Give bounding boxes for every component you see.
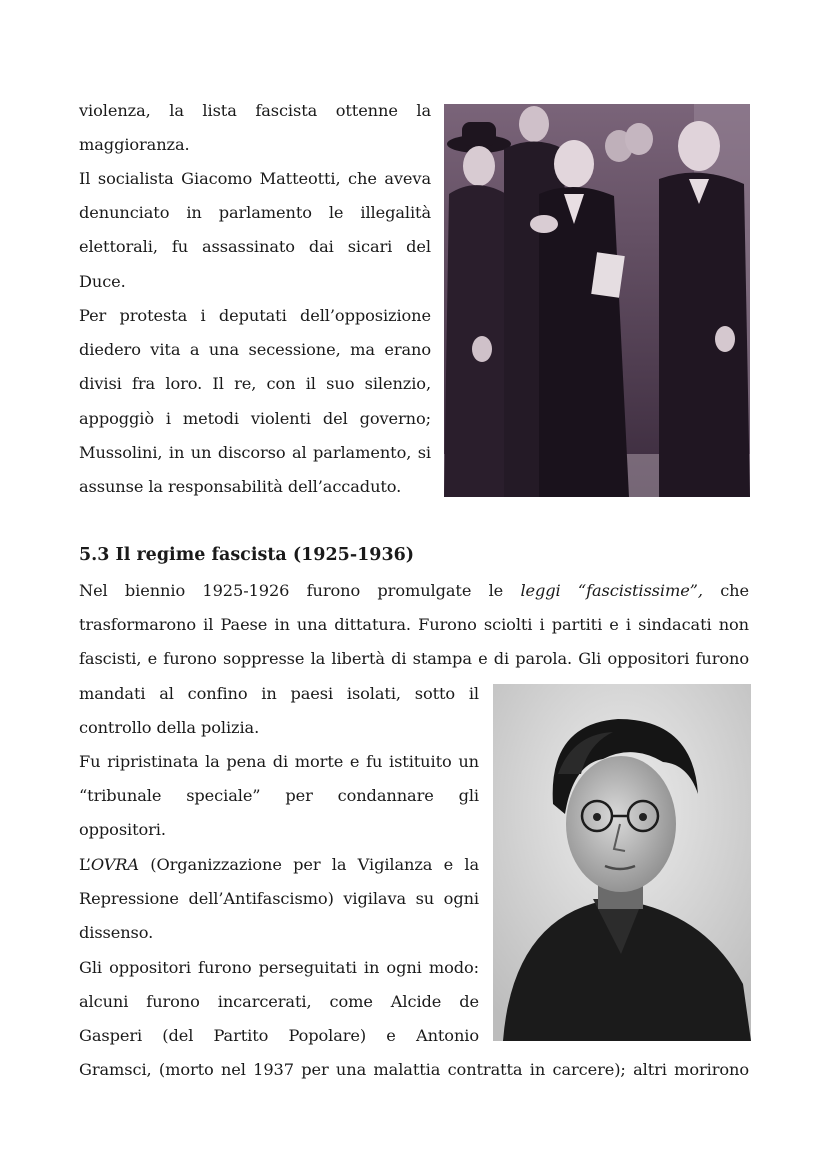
text-segment: che	[702, 581, 749, 600]
text-line: mandati al confino in paesi isolati, sotto il	[79, 684, 479, 703]
matteotti-paragraph	[79, 162, 431, 299]
death-penalty-paragraph	[79, 745, 479, 848]
laws-paragraph	[79, 574, 749, 677]
text-line: Repressione dell’Antifascismo) vigilava su ogni	[79, 889, 479, 909]
text-line: Gasperi (del Partito Popolare) e Antonio	[79, 1026, 479, 1046]
text-line: Il socialista Giacomo Matteotti, che aveva	[79, 169, 431, 188]
text-line: Fu ripristinata la pena di morte e fu istituito un	[79, 752, 479, 771]
persecution-paragraph	[79, 951, 479, 1054]
text-line: Duce.	[79, 271, 126, 291]
protest-paragraph	[79, 299, 431, 504]
text-line: maggioranza.	[79, 135, 190, 155]
text-line: “tribunale speciale” per condannare gli	[79, 786, 479, 806]
text-line: elettorali, fu assassinato dai sicari del	[79, 237, 431, 257]
text-line: oppositori.	[79, 820, 166, 840]
ovra-paragraph	[79, 848, 479, 951]
confino-paragraph	[79, 677, 479, 745]
text-line	[79, 848, 479, 882]
text-line: assunse la responsabilità dell’accaduto.	[79, 477, 402, 497]
laws-term: leggi “fascistissime”,	[520, 581, 703, 600]
text-line: appoggiò i metodi violenti del governo;	[79, 408, 431, 428]
section-heading: 5.3 Il regime fascista (1925-1936)	[79, 545, 415, 565]
text-line: Gli oppositori furono perseguitati in ogni modo:	[79, 958, 479, 977]
text-line	[79, 574, 749, 608]
intro-paragraph	[79, 94, 431, 162]
text-line: diedero vita a una secessione, ma erano	[79, 340, 431, 360]
text-line: Per protesta i deputati dell’opposizione	[79, 306, 431, 325]
text-segment: (Organizzazione per la Vigilanza e la	[138, 855, 479, 874]
text-line: trasformarono il Paese in una dittatura. Furono sciolti i partiti e i sindacati non	[79, 615, 749, 635]
text-line: alcuni furono incarcerati, come Alcide de	[79, 992, 479, 1012]
persecution-continued	[79, 1053, 749, 1087]
text-line: violenza, la lista fascista ottenne la	[79, 101, 431, 120]
ovra-acronym: OVRA	[90, 855, 139, 874]
text-line: dissenso.	[79, 923, 154, 943]
text-line: denunciato in parlamento le illegalità	[79, 203, 431, 223]
text-line: Mussolini, in un discorso al parlamento, si	[79, 442, 431, 462]
group-photo-illustration	[444, 104, 750, 497]
text-line: Gramsci, (morto nel 1937 per una malattia contratta in carcere); altri morirono	[79, 1060, 749, 1079]
matteotti-group-photo	[444, 104, 750, 497]
text-segment: Nel biennio 1925-1926 furono promulgate le	[79, 581, 521, 600]
gramsci-portrait-photo	[493, 684, 751, 1041]
text-line: controllo della polizia.	[79, 718, 260, 738]
text-segment: L’	[79, 855, 91, 874]
text-line: fascisti, e furono soppresse la libertà di stampa e di parola. Gli oppositori furono	[79, 649, 749, 669]
portrait-illustration	[493, 684, 751, 1041]
text-line: divisi fra loro. Il re, con il suo silenzio,	[79, 374, 431, 394]
